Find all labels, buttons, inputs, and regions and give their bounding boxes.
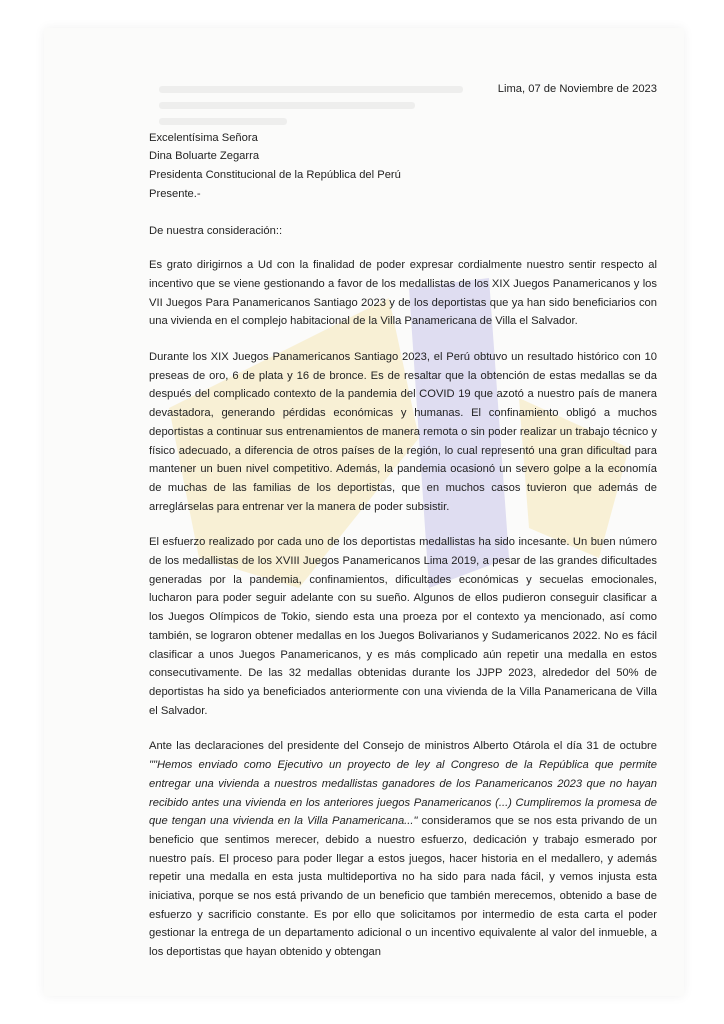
quote: ""Hemos enviado como Ejecutivo un proyecto de ley al Congreso de la República que permite entregar una vivienda a nuestros medallistas ganadores de los Panamericanos 2023 que no hayan recibido antes una vivienda en los anteriores juegos Panamericanos (...) Cumpliremos la promesa de que tengan una vivienda en la Villa Panamericana..." [149,759,657,828]
paragraph-4-intro: Ante las declaraciones del presidente del Consejo de ministros Alberto Otárola el día 31 de octubre [149,740,657,753]
recipient-line: Presente.- [149,187,201,200]
letter-body [149,80,657,979]
recipient-line: Dina Boluarte Zegarra [149,150,260,163]
paragraph-2: Durante los XIX Juegos Panamericanos Santiago 2023, el Perú obtuvo un resultado histórico con 10 preseas de oro, 6 de plata y 16 de bronce. Es de resaltar que la obtención de estas medallas se da después del complicado contexto de la pandemia del COVID 19 que azotó a nuestro país de manera devastadora, generando pérdidas económicas y humanas. El confinamiento obligó a muchos deportistas a continuar sus entrenamientos de manera remota o sin poder realizar un trabajo técnico y físico adecuado, a diferencia de otros países de la región, lo cual representó una gran dificultad para mantener un buen nivel competitivo. Además, la pandemia ocasionó un severo golpe a la economía de muchas de las familias de los deportistas, que en muchos casos tuvieron que además de arreglárselas para entrenar ver la manera de poder subsistir. [149,351,657,513]
recipient-line: Presidenta Constitucional de la República del Perú [149,169,401,182]
letter-date: Lima, 07 de Noviembre de 2023 [497,83,657,95]
paragraph-4-rest: consideramos que se nos esta privando de un beneficio que sentimos merecer, debido a nuestro esfuerzo, dedicación y trabajo esmerado por nuestro país. El proceso para poder llegar a estos juegos, hacer historia en el medallero, y además repetir una medalla en esta justa multideportiva no ha sido para nada fácil, y vemos injusta esta iniciativa, porque se nos está privando de un beneficio que también merecemos, obtenido a base de esfuerzo y sacrificio constante. Es por ello que solicitamos por intermedio de esta carta el poder gestionar la entrega de un departamento adicional o un incentivo equivalente al valor del inmueble, a los deportistas que hayan obtenido y obtengan [149,815,657,959]
paragraph-4 [149,737,657,961]
recipient-line: Excelentísima Señora [149,131,258,144]
paragraph-1: Es grato dirigirnos a Ud con la finalidad de poder expresar cordialmente nuestro sentir respecto al incentivo que se viene gestionando a favor de los medallistas de los XIX Juegos Panamericanos y los VII Juegos Para Panamericanos Santiago 2023 y de los deportistas que ya han sido beneficiarios con una vivienda en el complejo habitacional de la Villa Panamericana de Villa el Salvador. [149,259,657,328]
letter-page [44,28,684,996]
salutation: De nuestra consideración:: [149,224,283,237]
recipient-block [149,129,657,204]
paragraph-3: El esfuerzo realizado por cada uno de los deportistas medallistas ha sido incesante. Un buen número de los medallistas de los XVIII Juegos Panamericanos Lima 2019, a pesar de las grandes dificultades generadas por la pandemia, confinamientos, dificultades económicas y secuelas emocionales, lucharon para poder seguir adelante con su sueño. Algunos de ellos pudieron conseguir clasificar a los Juegos Olímpicos de Tokio, siendo esta una proeza por el contexto ya mencionado, así como también, se lograron obtener medallas en los Juegos Bolivarianos y Sudamericanos 2022. No es fácil clasificar a unos Juegos Panamericanos, y es más complicado aún repetir una medalla en estos consecutivamente. De las 32 medallas obtenidas durante los JJPP 2023, alrededor del 50% de deportistas ha sido ya beneficiados anteriormente con una vivienda de la Villa Panamericana de Villa el Salvador. [149,536,657,717]
